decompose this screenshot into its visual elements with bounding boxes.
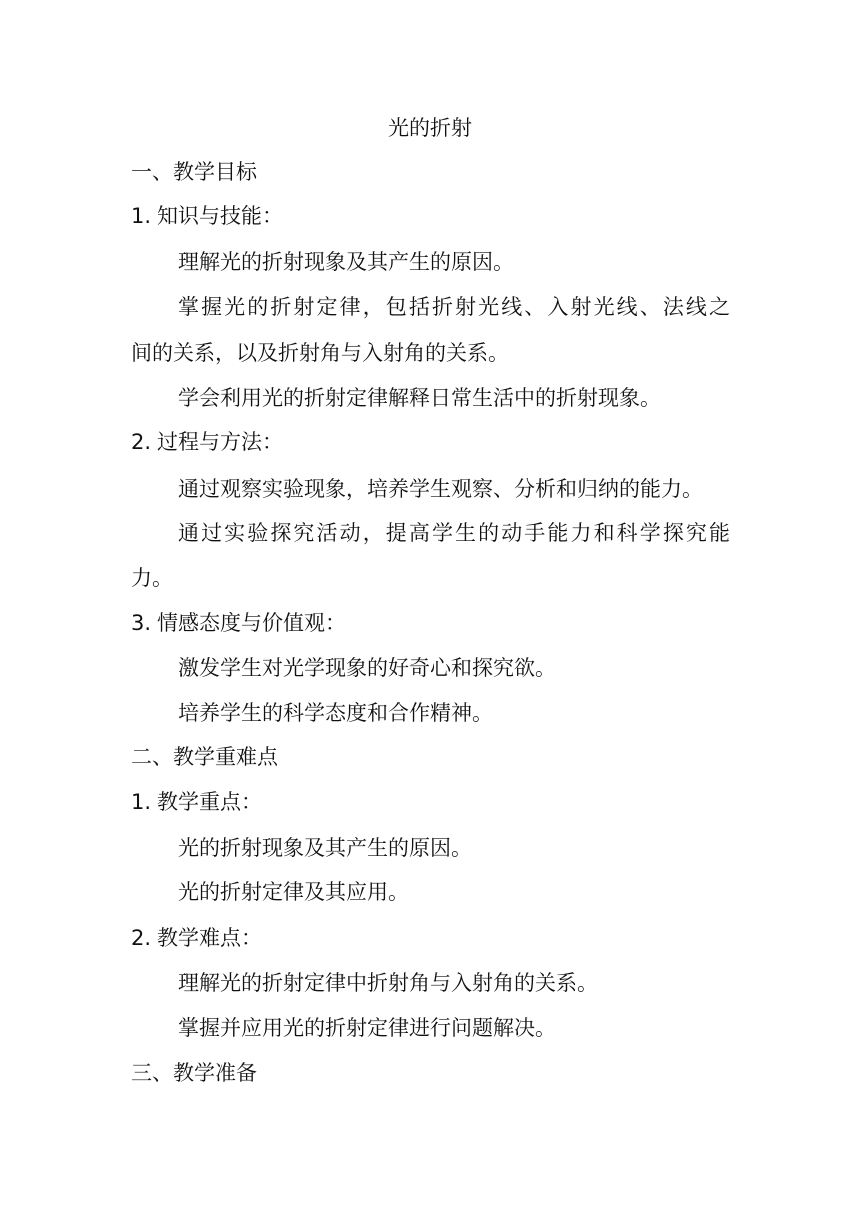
paragraph: 光的折射现象及其产生的原因。 [178, 836, 472, 860]
subsection-label: 教学难点： [157, 926, 262, 950]
subsection-heading-attitude [131, 603, 346, 643]
subsection-number: 1. [131, 790, 152, 814]
paragraph: 通过实验探究活动，提高学生的动手能力和科学探究能 [178, 521, 730, 545]
section-heading-key-points: 二、教学重难点 [131, 745, 278, 769]
paragraph: 通过观察实验现象，培养学生观察、分析和归纳的能力。 [178, 477, 703, 501]
subsection-label: 教学重点： [157, 790, 262, 814]
subsection-number: 2. [131, 926, 152, 950]
paragraph: 掌握光的折射定律，包括折射光线、入射光线、法线之 [178, 295, 730, 319]
paragraph: 学会利用光的折射定律解释日常生活中的折射现象。 [178, 386, 661, 410]
subsection-heading-knowledge [131, 196, 283, 236]
subsection-number: 2. [131, 430, 152, 454]
paragraph: 激发学生对光学现象的好奇心和探究欲。 [178, 656, 556, 680]
paragraph-continuation: 间的关系，以及折射角与入射角的关系。 [131, 341, 509, 365]
subsection-heading-key [131, 782, 262, 822]
paragraph: 理解光的折射现象及其产生的原因。 [178, 250, 514, 274]
paragraph-continuation: 力。 [131, 566, 173, 590]
document-title: 光的折射 [388, 116, 472, 140]
subsection-number: 1. [131, 204, 152, 228]
subsection-label: 情感态度与价值观： [157, 611, 346, 635]
subsection-number: 3. [131, 611, 152, 635]
subsection-label: 过程与方法： [157, 430, 283, 454]
section-heading-preparation: 三、教学准备 [131, 1061, 257, 1085]
paragraph: 光的折射定律及其应用。 [178, 880, 409, 904]
section-heading-objectives: 一、教学目标 [131, 160, 257, 184]
paragraph: 培养学生的科学态度和合作精神。 [178, 701, 493, 725]
subsection-label: 知识与技能： [157, 204, 283, 228]
paragraph: 理解光的折射定律中折射角与入射角的关系。 [178, 971, 598, 995]
subsection-heading-difficult [131, 918, 262, 958]
paragraph: 掌握并应用光的折射定律进行问题解决。 [178, 1016, 556, 1040]
subsection-heading-process [131, 422, 283, 462]
